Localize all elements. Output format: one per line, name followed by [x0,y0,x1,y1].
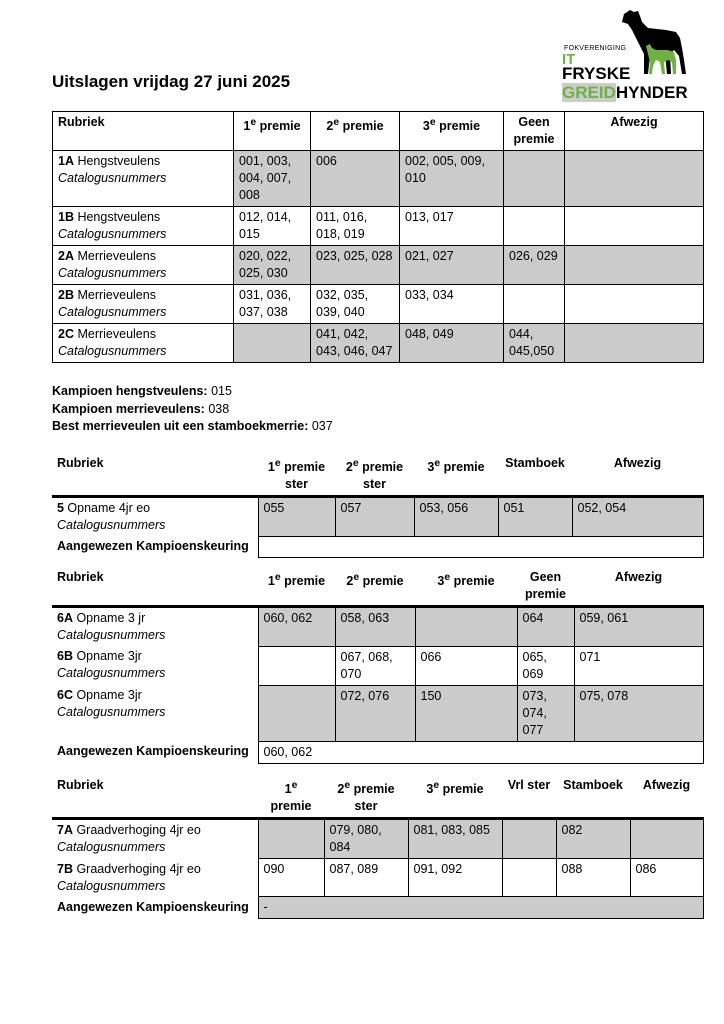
header-geen-premie: Geen premie [504,112,565,151]
cell-geen [504,207,565,246]
header-rubriek: Rubriek [57,456,104,470]
champion-row [52,741,703,763]
header-rubriek: Rubriek [57,778,104,792]
cell-geen [504,151,565,207]
cell-2e: 067, 068, 070 [335,646,415,685]
header-1e-premie-ster: 1e premie ster [267,458,326,492]
table-row [53,246,704,285]
table-row [52,607,703,647]
cell-afwezig [565,324,704,363]
cell-afwezig: 059, 061 [574,607,703,647]
cell-1e [258,646,335,685]
table-row [52,819,703,859]
cell-3e: 091, 092 [408,859,502,897]
cell-2e: 032, 035, 039, 040 [311,285,400,324]
results-table-3 [52,567,704,764]
cell-afwezig [565,151,704,207]
cell-afwezig: 075, 078 [574,685,703,741]
cell-1e [258,819,324,859]
header-1e-premie: 1e premie [234,112,311,151]
cell-2e: 087, 089 [324,859,408,897]
cell-3e [415,607,517,647]
logo-small-text: FOKVERENIGING [564,45,627,52]
logo-line3 [562,84,688,101]
cell-2e: 011, 016, 018, 019 [311,207,400,246]
cell-2e: 058, 063 [335,607,415,647]
header-2e-premie-ster: 2e premie ster [345,458,404,492]
cell-vrl [502,819,556,859]
rubriek-cell: 6B Opname 3jr Catalogusnummers [57,649,166,680]
cell-2e: 006 [311,151,400,207]
logo-line2: FRYSKE [562,64,631,83]
cell-1e [258,685,335,741]
cell-2e: 057 [335,497,414,537]
header-3e-premie: 3e premie [426,780,484,797]
champion-value [258,536,703,557]
header-rubriek: Rubriek [57,570,104,584]
rubriek-cell: 6A Opname 3 jr Catalogusnummers [52,607,258,647]
cell-3e: 013, 017 [400,207,504,246]
table-row [52,685,703,741]
results-table-4 [52,775,704,919]
cell-geen: 073, 074, 077 [517,685,574,741]
cell-1e: 012, 014, 015 [234,207,311,246]
header-1e-premie: 1e premie [267,572,326,589]
cell-stamboek: 082 [556,819,630,859]
logo-line3b: HYNDER [615,83,688,102]
cell-geen: 064 [517,607,574,647]
cell-stamboek: 088 [556,859,630,897]
cell-3e: 002, 005, 009, 010 [400,151,504,207]
cell-geen [504,285,565,324]
header-geen-premie: Geen premie [525,570,566,601]
header-3e-premie: 3e premie [400,112,504,151]
summary-line-hengst: Kampioen hengstveulens: 015 [52,384,232,398]
rubriek-cell: 7A Graadverhoging 4jr eo Catalogusnummers [52,819,258,859]
cell-3e: 053, 056 [414,497,498,537]
cell-3e: 021, 027 [400,246,504,285]
header-afwezig: Afwezig [642,778,691,792]
champion-value: - [258,897,703,919]
cell-3e: 048, 049 [400,324,504,363]
cell-geen: 044, 045,050 [504,324,565,363]
logo [558,8,693,103]
cell-1e: 055 [258,497,335,537]
cell-afwezig [565,285,704,324]
header-stamboek: Stamboek [505,456,565,470]
logo-line3a: GREID [562,83,616,102]
cell-1e: 001, 003, 004, 007, 008 [234,151,311,207]
header-afwezig: Afwezig [613,456,662,470]
table-row [53,151,704,207]
rubriek-cell: 6C Opname 3jr Catalogusnummers [57,688,166,719]
rubriek-cell: 2C Merrieveulens Catalogusnummers [53,324,234,363]
cell-geen: 026, 029 [504,246,565,285]
champion-label: Aangewezen Kampioenskeuring [57,744,249,758]
champion-row [52,897,703,919]
header-stamboek: Stamboek [563,778,623,792]
table-row [52,859,703,897]
cell-afwezig [565,246,704,285]
cell-1e: 020, 022, 025, 030 [234,246,311,285]
header-3e-premie: 3e premie [427,458,485,475]
champion-label: Aangewezen Kampioenskeuring [57,899,249,914]
cell-stamboek: 051 [498,497,572,537]
cell-3e: 033, 034 [400,285,504,324]
cell-1e: 090 [258,859,324,897]
cell-3e: 081, 083, 085 [408,819,502,859]
cell-2e: 079, 080, 084 [324,819,408,859]
header-afwezig: Afwezig [565,112,704,151]
page-title: Uitslagen vrijdag 27 juni 2025 [52,72,291,91]
rubriek-cell: 2B Merrieveulens Catalogusnummers [53,285,234,324]
header-3e-premie: 3e premie [437,572,495,589]
header-1e-premie: 1e premie [270,780,312,814]
champion-row [52,536,703,557]
champions-summary [52,383,333,436]
summary-line-merrie: Kampioen merrieveulens: 038 [52,401,230,416]
table-row [53,285,704,324]
table-row [52,497,703,537]
table-row [53,207,704,246]
cell-1e: 060, 062 [258,607,335,647]
header-vrl-ster: Vrl ster [507,778,551,792]
cell-3e: 066 [415,646,517,685]
cell-afwezig: 086 [630,859,703,897]
rubriek-cell: 5 Opname 4jr eo Catalogusnummers [52,497,258,537]
cell-1e [234,324,311,363]
header-afwezig: Afwezig [614,570,663,584]
cell-afwezig: 052, 054 [572,497,703,537]
cell-afwezig: 071 [574,646,703,685]
cell-geen: 065, 069 [517,646,574,685]
rubriek-cell: 7B Graadverhoging 4jr eo Catalogusnummers [57,861,201,893]
summary-line-stamboek: Best merrieveulen uit een stamboekmerrie: 037 [52,419,333,433]
logo-line1: IT [562,51,576,68]
table-row [53,324,704,363]
cell-2e: 023, 025, 028 [311,246,400,285]
header-rubriek: Rubriek [53,112,234,151]
cell-3e: 150 [415,685,517,741]
table-row [52,646,703,685]
champion-value: 060, 062 [258,741,703,763]
rubriek-cell: 2A Merrieveulens Catalogusnummers [53,246,234,285]
results-table-1 [52,111,704,363]
header-2e-premie: 2e premie [311,112,400,151]
cell-2e: 072, 076 [335,685,415,741]
cell-vrl [502,859,556,897]
rubriek-cell: 1B Hengstveulens Catalogusnummers [53,207,234,246]
header-2e-premie: 2e premie [346,572,404,589]
rubriek-cell: 1A Hengstveulens Catalogusnummers [53,151,234,207]
header-2e-premie-ster: 2e premie ster [337,780,395,814]
champion-label: Aangewezen Kampioenskeuring [57,539,249,554]
cell-2e: 041, 042, 043, 046, 047 [311,324,400,363]
cell-afwezig [565,207,704,246]
results-table-2 [52,453,704,558]
cell-1e: 031, 036, 037, 038 [234,285,311,324]
cell-afwezig [630,819,703,859]
